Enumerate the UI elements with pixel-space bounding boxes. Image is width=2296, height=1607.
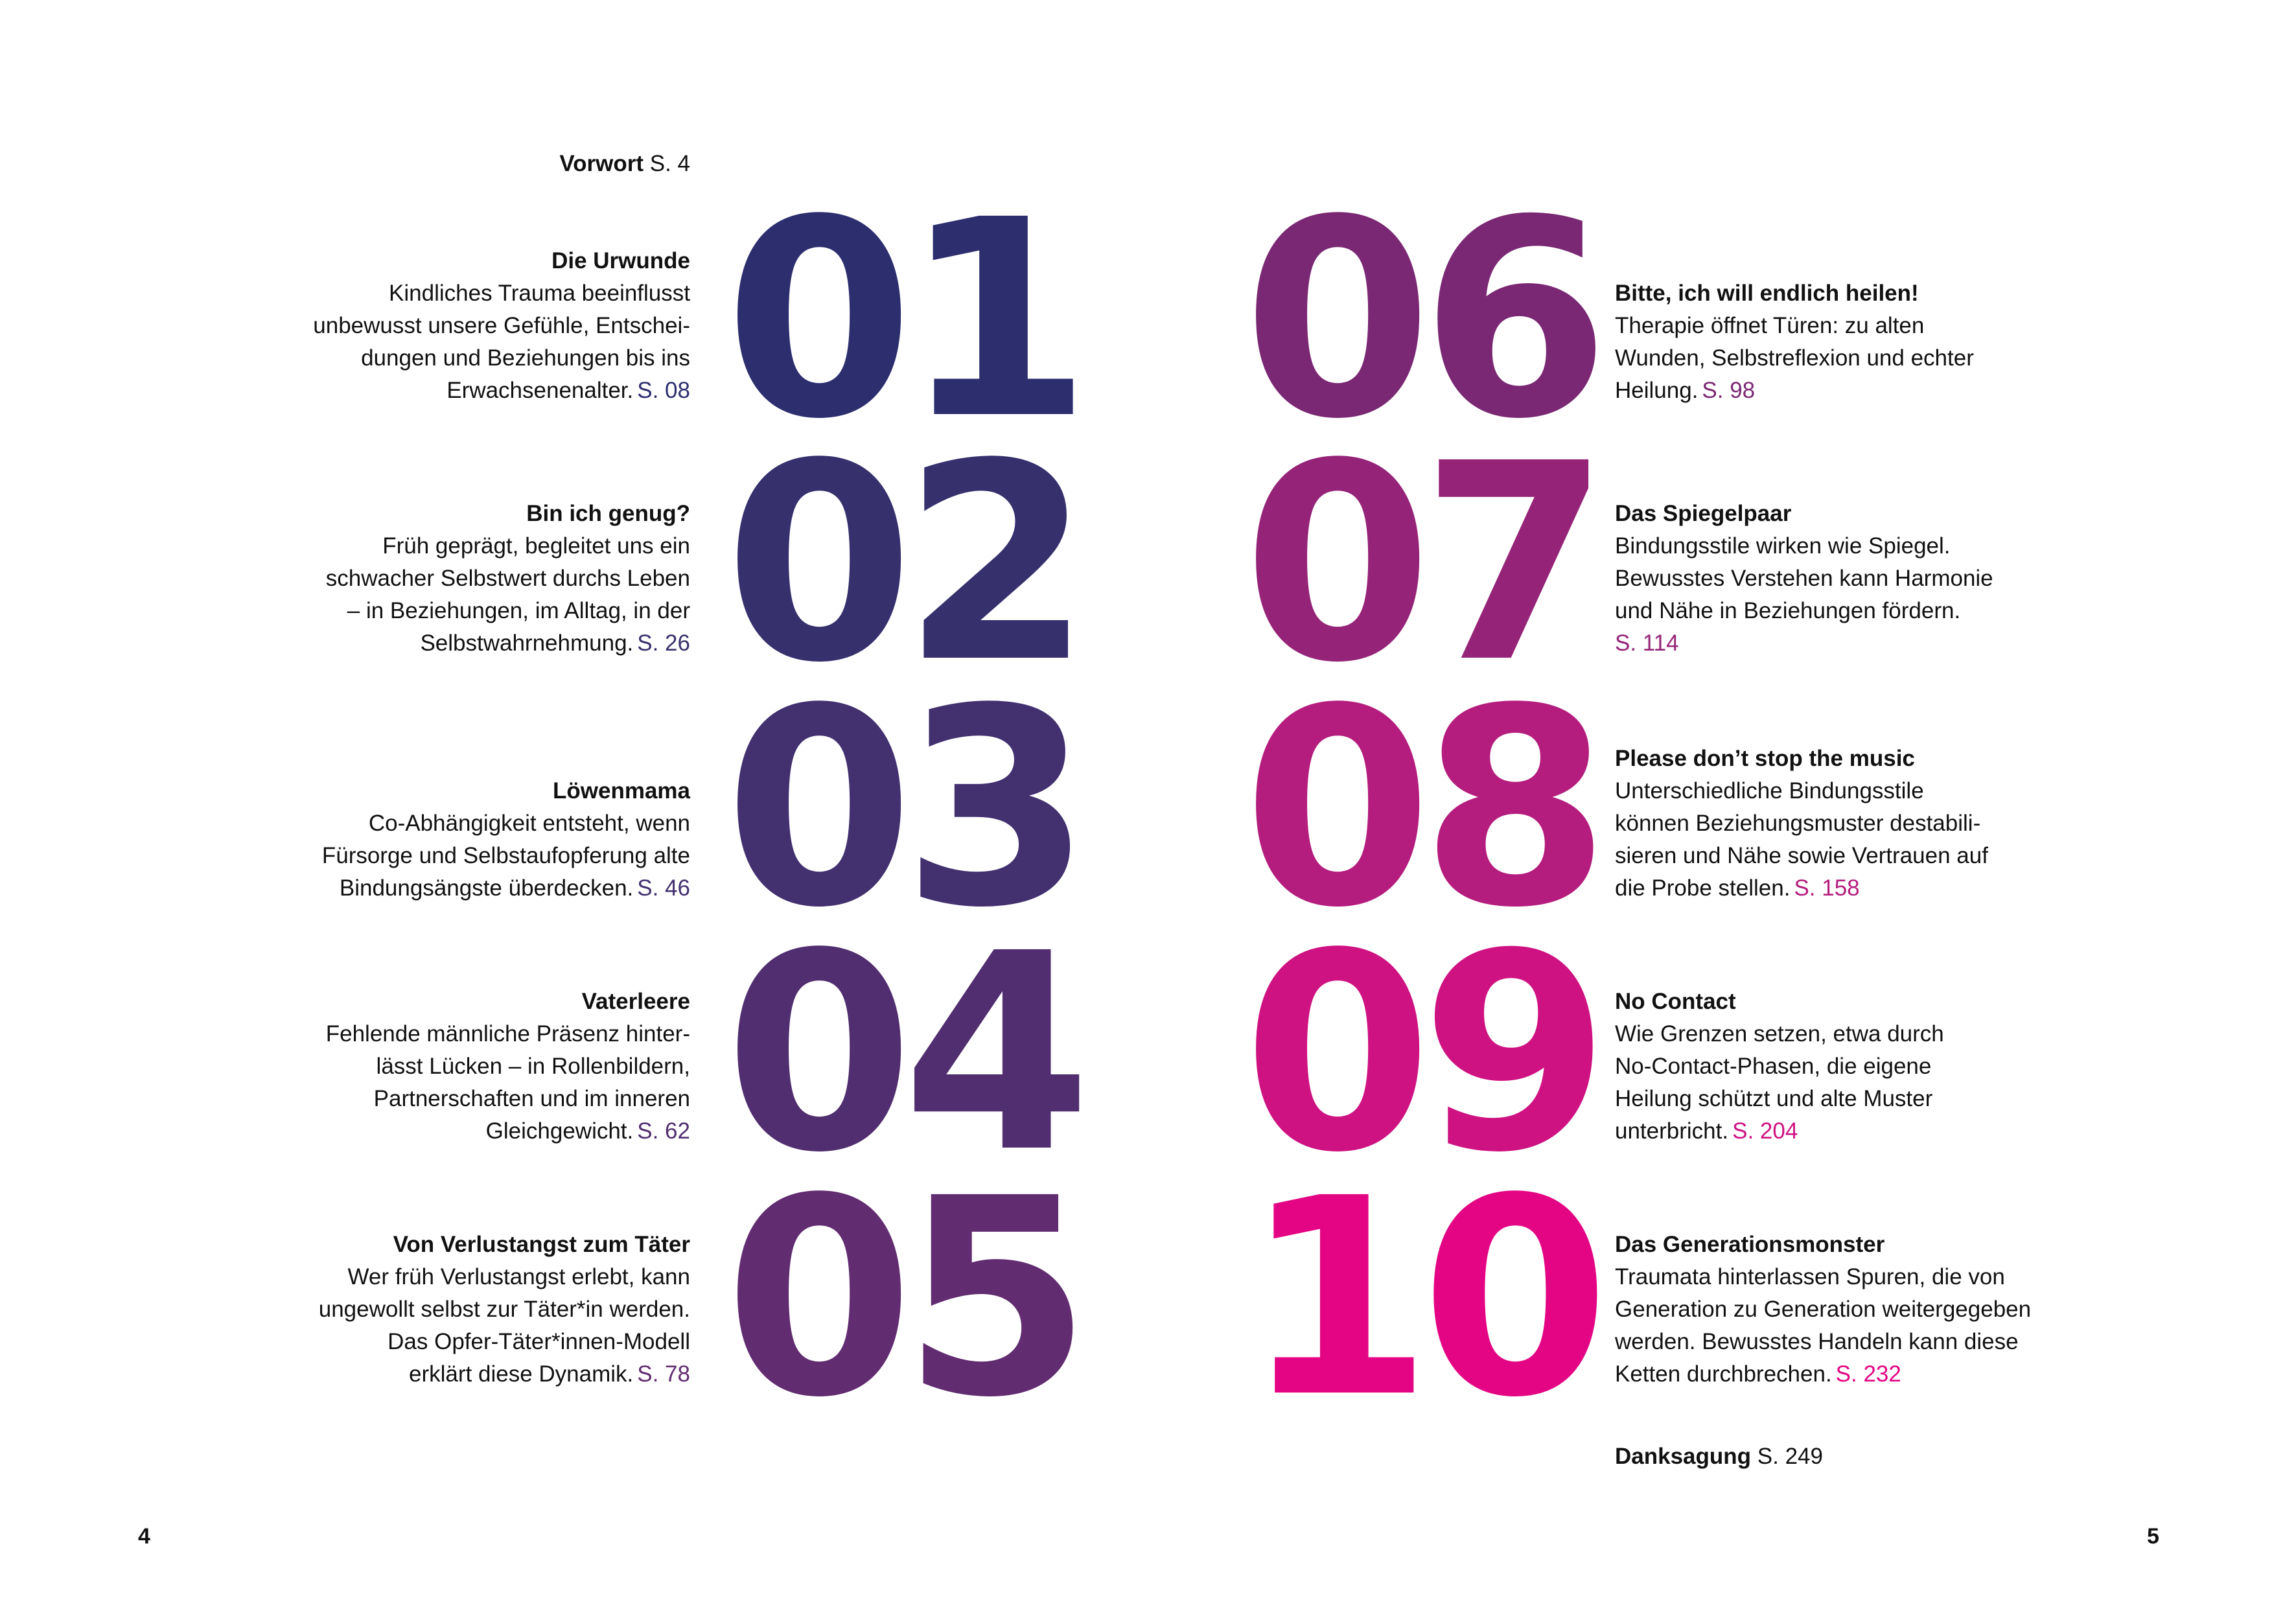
chapter-08-line: sieren und Nähe sowie Vertrauen auf <box>1615 843 1988 868</box>
chapter-04-title: Vaterleere <box>581 989 690 1014</box>
chapter-07-title: Das Spiegelpaar <box>1615 501 1792 526</box>
chapter-09-entry[interactable] <box>1615 986 1944 1148</box>
chapter-05-number: 05 <box>725 1140 1080 1457</box>
chapter-03-line: Fürsorge und Selbstaufopferung alte <box>321 843 690 868</box>
chapter-04-page: S. 62 <box>637 1118 690 1144</box>
chapter-06-line: Therapie öffnet Türen: zu alten <box>1615 313 1925 338</box>
chapter-02-line: – in Beziehungen, im Alltag, in der <box>347 598 690 623</box>
chapter-04-line: Partnerschaften und im inneren <box>373 1086 690 1111</box>
acknowledgements-page: S. 249 <box>1757 1444 1823 1469</box>
chapter-08-title: Please don’t stop the music <box>1615 746 1915 771</box>
chapter-08-line: können Beziehungsmuster destabili- <box>1615 811 1981 836</box>
chapter-02-entry[interactable] <box>326 498 690 660</box>
chapter-08-entry[interactable] <box>1615 743 1988 905</box>
chapter-06-title: Bitte, ich will endlich heilen! <box>1615 281 1919 306</box>
chapter-10-line: Generation zu Generation weitergegeben <box>1615 1297 2032 1322</box>
chapter-01-line: unbewusst unsere Gefühle, Entschei- <box>313 313 690 338</box>
chapter-04-number: 04 <box>725 896 1080 1212</box>
chapter-09-line: No-Contact-Phasen, die eigene <box>1615 1054 1932 1079</box>
chapter-10-line: Traumata hinterlassen Spuren, die von <box>1615 1264 2005 1289</box>
chapter-10-line: werden. Bewusstes Handeln kann diese <box>1615 1329 2019 1354</box>
chapter-01-title: Die Urwunde <box>551 248 690 273</box>
acknowledgements-entry[interactable] <box>1615 1440 1823 1473</box>
chapter-09-title: No Contact <box>1615 989 1736 1014</box>
chapter-03-line: Bindungsängste überdecken. <box>339 875 634 901</box>
chapter-07-page: S. 114 <box>1615 630 1679 656</box>
chapter-08-line: Unterschiedliche Bindungsstile <box>1615 778 1924 804</box>
page-number-right: 5 <box>2147 1524 2159 1549</box>
chapter-07-line: Bindungsstile wirken wie Spiegel. <box>1615 533 1951 559</box>
chapter-01-line: Erwachsenenalter. <box>446 378 634 403</box>
chapter-03-entry[interactable] <box>322 775 690 905</box>
chapter-10-number: 10 <box>1243 1140 1599 1457</box>
chapter-03-line: Co-Abhängigkeit entsteht, wenn <box>368 811 690 836</box>
chapter-06-line: Wunden, Selbstreflexion und echter <box>1615 345 1974 371</box>
chapter-05-line: erklärt diese Dynamik. <box>409 1361 634 1387</box>
chapter-01-number: 01 <box>725 162 1080 479</box>
page-number-left: 4 <box>138 1524 150 1549</box>
chapter-07-line: Bewusstes Verstehen kann Harmonie <box>1615 566 1993 591</box>
chapter-03-number: 03 <box>725 651 1080 967</box>
chapter-06-number: 06 <box>1243 162 1599 479</box>
preface-page: S. 4 <box>649 151 690 176</box>
chapter-07-line: und Nähe in Beziehungen fördern. <box>1615 598 1961 623</box>
chapter-01-line: Kindliches Trauma beeinflusst <box>389 281 690 306</box>
chapter-04-entry[interactable] <box>326 986 690 1148</box>
chapter-02-number: 02 <box>725 406 1080 723</box>
chapter-06-entry[interactable] <box>1615 277 1974 407</box>
chapter-08-page: S. 158 <box>1794 875 1860 901</box>
preface-title: Vorwort <box>559 151 644 176</box>
chapter-09-line: Heilung schützt und alte Muster <box>1615 1086 1933 1111</box>
chapter-02-title: Bin ich genug? <box>526 501 690 526</box>
chapter-04-line: Fehlende männliche Präsenz hinter- <box>325 1021 690 1046</box>
chapter-09-line: unterbricht. <box>1615 1118 1729 1144</box>
preface-entry[interactable] <box>559 148 690 180</box>
chapter-05-line: Wer früh Verlustangst erlebt, kann <box>347 1264 690 1289</box>
chapter-04-line: Gleichgewicht. <box>485 1118 634 1144</box>
chapter-10-title: Das Generationsmonster <box>1615 1232 1885 1257</box>
chapter-08-line: die Probe stellen. <box>1615 875 1791 901</box>
chapter-05-page: S. 78 <box>637 1361 690 1387</box>
chapter-05-line: ungewollt selbst zur Täter*in werden. <box>318 1297 690 1322</box>
chapter-01-entry[interactable] <box>313 245 690 407</box>
chapter-07-number: 07 <box>1243 406 1599 723</box>
chapter-10-line: Ketten durchbrechen. <box>1615 1361 1832 1387</box>
chapter-02-line: schwacher Selbstwert durchs Leben <box>325 566 690 591</box>
chapter-06-line: Heilung. <box>1615 378 1699 403</box>
chapter-09-line: Wie Grenzen setzen, etwa durch <box>1615 1021 1944 1046</box>
chapter-09-number: 09 <box>1243 896 1599 1212</box>
chapter-03-title: Löwenmama <box>553 778 690 804</box>
chapter-10-entry[interactable] <box>1615 1229 2031 1391</box>
chapter-03-page: S. 46 <box>637 875 690 901</box>
chapter-05-title: Von Verlustangst zum Täter <box>393 1232 690 1257</box>
chapter-04-line: lässt Lücken – in Rollenbildern, <box>376 1054 690 1079</box>
chapter-01-line: dungen und Beziehungen bis ins <box>361 345 690 371</box>
chapter-01-page: S. 08 <box>637 378 690 403</box>
chapter-02-page: S. 26 <box>637 630 690 656</box>
chapter-06-page: S. 98 <box>1702 378 1756 403</box>
chapter-05-line: Das Opfer-Täter*innen-Modell <box>388 1329 690 1354</box>
chapter-08-number: 08 <box>1243 651 1599 967</box>
chapter-09-page: S. 204 <box>1732 1118 1798 1144</box>
chapter-05-entry[interactable] <box>319 1229 690 1391</box>
chapter-02-line: Früh geprägt, begleitet uns ein <box>382 533 690 559</box>
acknowledgements-title: Danksagung <box>1615 1444 1752 1469</box>
chapter-10-page: S. 232 <box>1835 1361 1901 1387</box>
chapter-02-line: Selbstwahrnehmung. <box>420 630 634 656</box>
chapter-07-entry[interactable] <box>1615 498 1993 660</box>
